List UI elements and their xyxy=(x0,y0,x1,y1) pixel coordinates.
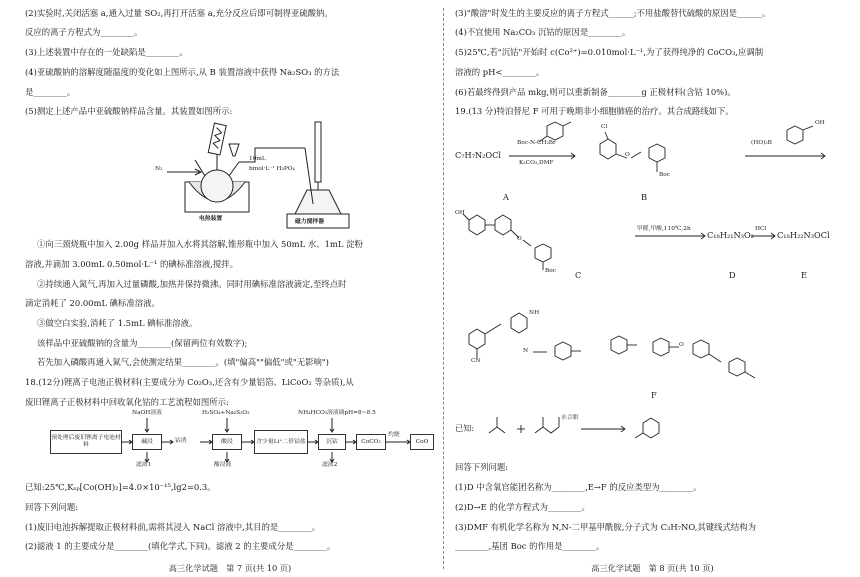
heater-label: 电热装置 xyxy=(199,216,223,222)
reagent-ab-top: Boc-N-CH₂Br xyxy=(517,140,556,146)
q19-part3-line1: (3)DMF 有机化学名称为 N,N-二甲基甲酰胺,分子式为 C₃H₇NO,其键线式结构为 xyxy=(455,522,757,532)
label-nh-o: NH xyxy=(529,310,540,316)
label-cn-left: CN xyxy=(471,358,481,364)
reagent-bc-top: (HO)₂B xyxy=(751,140,772,146)
flow-product2-box: CoO xyxy=(410,434,434,450)
flow-step3-box: 含少量Li⁺二价钴盐 xyxy=(254,430,308,454)
q18-part3: (3)"酸溶"时发生的主要反应的离子方程式______;不用盐酸替代硫酸的原因是______。 xyxy=(455,8,771,18)
left-page xyxy=(25,0,435,577)
q18-part6: (6)若最终得到产品 mkg,则可以重新制备________g 正极材料(含钴 10%)。 xyxy=(455,87,736,97)
flow-product1-box: CoCO₃ xyxy=(356,434,386,450)
reagent-cd: 甲醛,甲酸,110℃,2h xyxy=(637,226,691,232)
known-reagent: 水合肼 xyxy=(561,415,579,421)
step2-line2: 滴定消耗了 20.00mL 碘标准溶液。 xyxy=(25,298,160,308)
step3: ③做空白实验,消耗了 1.5mL 碘标准溶液。 xyxy=(37,318,198,328)
label-boc-c: Boc xyxy=(545,268,556,274)
page-divider xyxy=(443,8,444,569)
q17-part2-line1: (2)实验时,关闭活塞 a,通入过量 SO₂,再打开活塞 a,充分反应后即可制得亚硫酸钠。 xyxy=(25,8,333,18)
q19-prompt: 回答下列问题: xyxy=(455,462,509,472)
flow-step1-box: 碱浸 xyxy=(132,434,162,450)
flow-start-box: 预处理后废旧锂离子电池材料 xyxy=(50,430,122,454)
label-boc-b: Boc xyxy=(659,172,670,178)
q18-part2: (2)滤液 1 的主要成分是________(填化学式,下同)。滤液 2 的主要成分是________。 xyxy=(25,541,336,551)
q18-part4: (4)不宜使用 Na₂CO₃ 沉钴的原因是________。 xyxy=(455,27,631,37)
apparatus-figure xyxy=(155,120,355,232)
synthesis-structures xyxy=(455,118,850,403)
formula-e: C₁₈H₂₂N₃OCl xyxy=(777,230,830,240)
label-ho-c: OH xyxy=(455,210,465,216)
q17-part4-line2: 是________。 xyxy=(25,87,76,97)
label-b: B xyxy=(641,192,648,202)
flow-cake: 钴渣 xyxy=(175,438,187,444)
answer-prompt: 回答下列问题: xyxy=(25,502,79,512)
label-d: D xyxy=(729,270,736,280)
flow-step5: 灼烧 xyxy=(388,432,400,438)
label-f: F xyxy=(651,390,657,400)
q17-part5: (5)测定上述产品中亚硫酸钠样品含量。其装置如图所示: xyxy=(25,106,233,116)
flow-reagent3: NH₄HCO₃溶液调pH=8~8.5 xyxy=(298,410,376,416)
step2-line1: ②持续通入氮气,再加入过量磷酸,加热并保持微沸。同时用碘标准溶液滴定,至终点时 xyxy=(37,279,347,289)
label-o-f: O xyxy=(679,342,684,348)
q19-part3-line2: ________,基团 Boc 的作用是________。 xyxy=(455,541,605,551)
formula-d: C₁₈H₂₁N₃O₂ xyxy=(707,230,754,240)
apparatus-drawing xyxy=(155,120,355,232)
label-c: C xyxy=(575,270,582,280)
q18-part5-line1: (5)25℃,若"沉钴"开始时 c(Co²⁺)=0.010mol·L⁻¹,为了获得纯净的 CoCO₃,应调制 xyxy=(455,47,764,57)
reagent-volume-label: 10mL xyxy=(249,156,266,162)
q17-part2-line2: 反应的离子方程式为________。 xyxy=(25,27,143,37)
step1-line1: ①向三颈烧瓶中加入 2.00g 样品并加入水将其溶解,锥形瓶中加入 50mL 水、1mL 淀粉 xyxy=(37,239,363,249)
flow-step4-box: 沉钴 xyxy=(318,434,346,450)
flow-filtrate-acid: 酸浸液 xyxy=(214,462,232,468)
flow-reagent2: H₂SO₄+Na₂S₂O₃ xyxy=(202,410,250,416)
effect-question: 若先加入磷酸再通入氮气,会使测定结果________。(填"偏高""偏低"或"无影响") xyxy=(37,357,329,367)
q18-part5-line2: 溶液的 pH<________。 xyxy=(455,67,545,77)
known-label: 已知: xyxy=(455,423,475,433)
ksp-given: 已知:25℃,Kₛₚ[Co(OH)₂]=4.0×10⁻¹⁵,lg2=0.3。 xyxy=(25,482,216,492)
known-reaction xyxy=(455,405,850,450)
synthesis-scheme xyxy=(455,118,850,403)
q19-part2: (2)D→E 的化学方程式为________。 xyxy=(455,502,590,512)
formula-a: C₇H₇N₂OCl xyxy=(455,150,502,160)
reagent-conc-label: bmol·L⁻¹ H₃PO₄ xyxy=(249,166,295,172)
label-o-b: O xyxy=(625,152,630,158)
flow-step2-box: 酸浸 xyxy=(212,434,242,450)
q18-stem-line2: 废旧锂离子正极材料中回收氧化钴的工艺流程如图所示: xyxy=(25,397,229,407)
q18-stem-line1: 18.(12分)锂离子电池正极材料(主要成分为 Co₂O₃,还含有少量铝箔、LiCoO₂ 等杂质),从 xyxy=(25,377,354,387)
right-footer: 高三化学试题 第 8 页(共 10 页) xyxy=(591,562,714,573)
label-o-c: O xyxy=(517,236,522,242)
stirrer-label: 磁力搅拌器 xyxy=(295,219,324,225)
q17-part4-line1: (4)亚硫酸钠的溶解度随温度的变化如上图所示,从 B 装置溶液中获得 Na₂SO₃ 的方法 xyxy=(25,67,340,77)
label-a: A xyxy=(503,192,509,202)
flow-reagent1: NaOH溶液 xyxy=(132,410,162,416)
flow-filtrate1: 滤液1 xyxy=(136,462,152,468)
q19-part1: (1)D 中含氧官能团名称为________,E→F 的反应类型为________。 xyxy=(455,482,702,492)
q19-stem: 19.(13 分)特泊替尼 F 可用于晚期非小细胞肺癌的治疗。其合成路线如下。 xyxy=(455,106,734,116)
label-oh-reagent: OH xyxy=(815,120,825,126)
known-structures xyxy=(485,405,725,450)
process-flow xyxy=(50,410,435,470)
flow-filtrate2: 滤液2 xyxy=(322,462,338,468)
q17-part3: (3)上述装置中存在的一处缺陷是________。 xyxy=(25,47,188,57)
left-footer: 高三化学试题 第 7 页(共 10 页) xyxy=(168,562,292,573)
right-page xyxy=(455,0,850,577)
reagent-ab-bottom: K₂CO₃,DMF xyxy=(519,160,554,166)
content-question: 该样品中亚硫酸钠的含量为________(保留两位有效数字); xyxy=(37,338,248,348)
label-cl: Cl xyxy=(601,124,608,130)
reagent-de: HCl xyxy=(755,226,767,232)
label-n-f: N xyxy=(523,348,529,354)
q18-part1: (1)废旧电池拆解提取正极材料前,需将其浸入 NaCl 溶液中,其目的是________。 xyxy=(25,522,321,532)
n2-label: N₂ xyxy=(155,166,163,172)
label-e: E xyxy=(801,270,807,280)
step1-line2: 溶液,并滴加 3.00mL 0.50mol·L⁻¹ 的碘标准溶液,搅拌。 xyxy=(25,259,239,269)
